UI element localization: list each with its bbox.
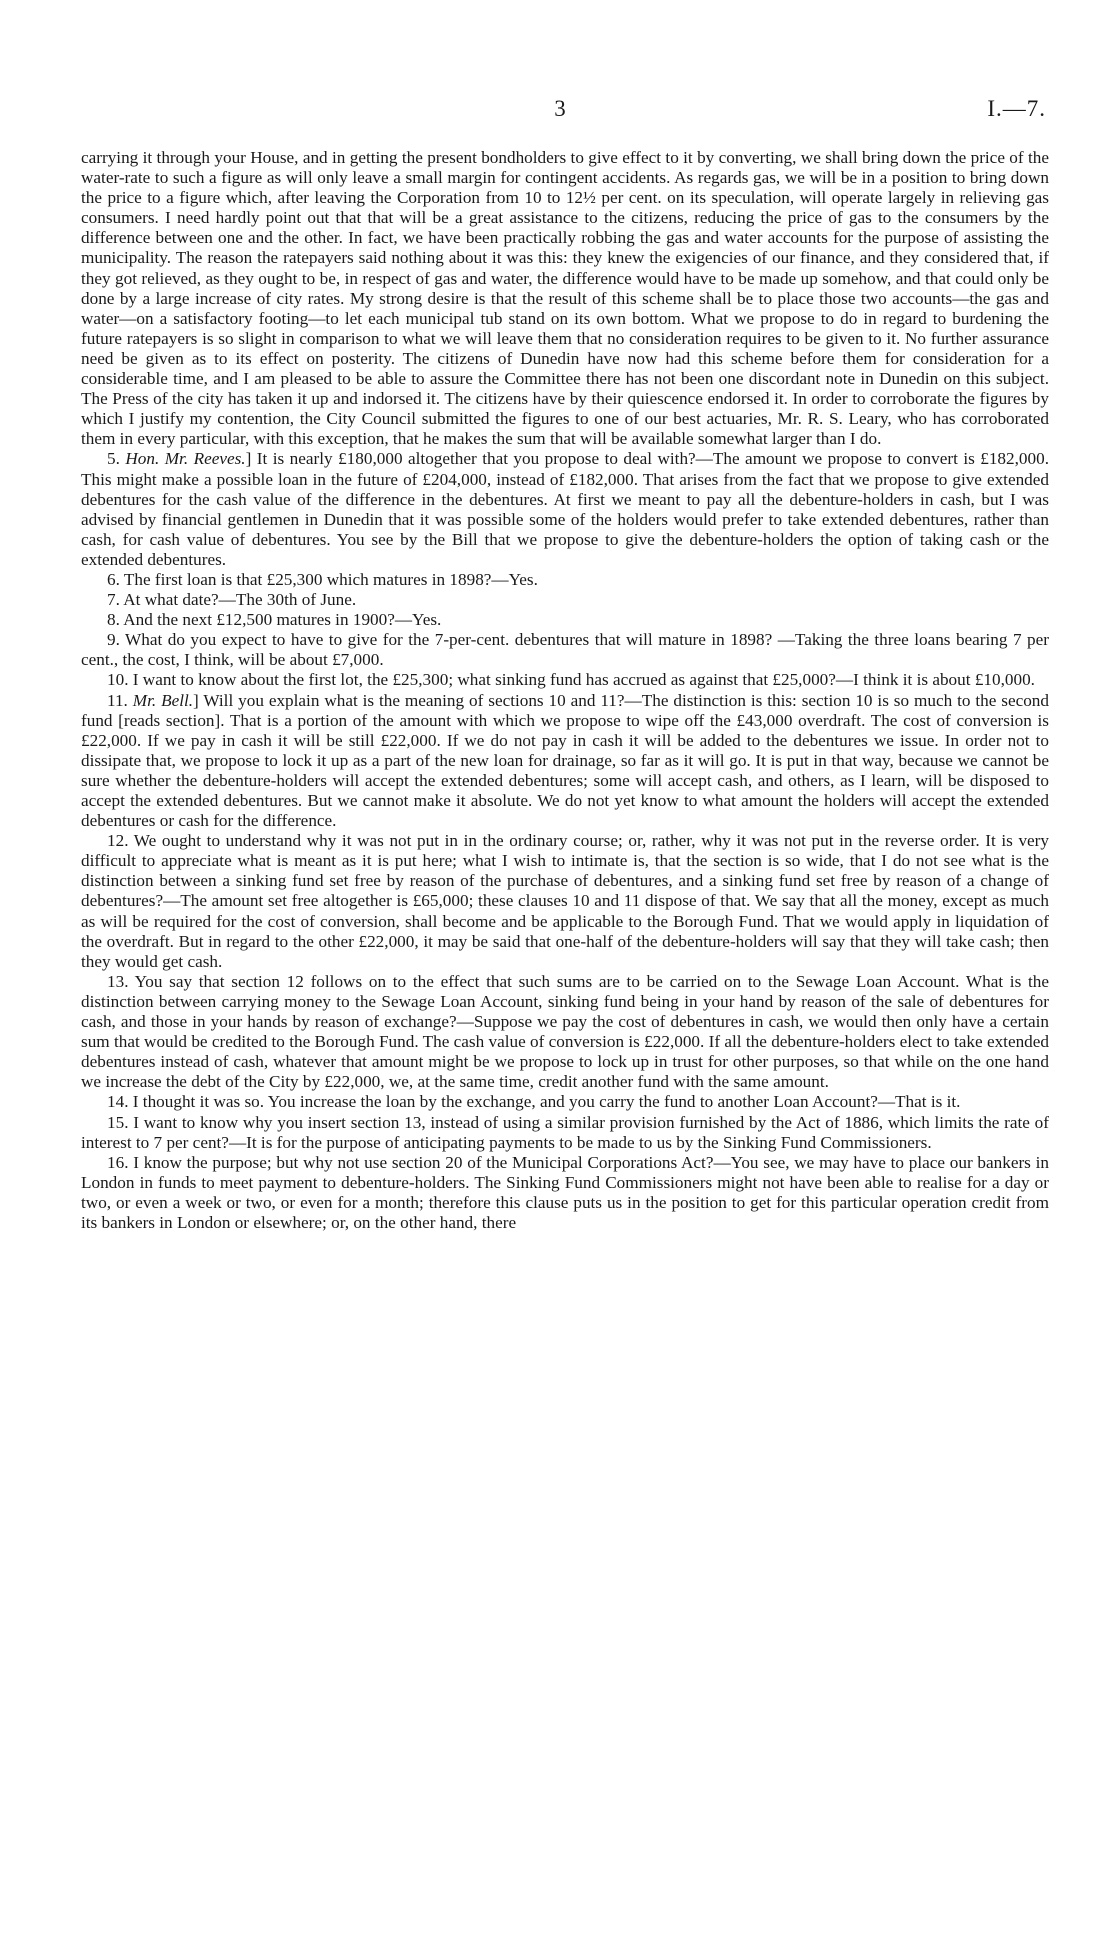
paragraph-q5 [81, 449, 1049, 570]
paragraph-q10: 10. I want to know about the first lot, the £25,300; what sinking fund has accrued as against that £25,000?—I think it is about £10,000. [107, 670, 1035, 690]
paragraph-q9: 9. What do you expect to have to give for the 7-per-cent. debentures that will mature in 1898? —Taking the three loans bearing 7 per cent., the cost, I think, will be about £7,000. [81, 630, 1049, 670]
paragraph-q7: 7. At what date?—The 30th of June. [107, 590, 357, 610]
document-reference: I.—7. [987, 96, 1046, 121]
paragraph-q8: 8. And the next £12,500 matures in 1900?—Yes. [107, 610, 442, 630]
paragraph-q12: 12. We ought to understand why it was not put in in the ordinary course; or, rather, why it was not put in the reverse order. It is very difficult to appreciate what is meant as it is put here; what I wish to intimate is, that the section is so wide, that I do not see what is the distinction between a sinking fund set free by reason of the purchase of debentures, and a sinking fund set free by reason of a change of debentures?—The amount set free altogether is £65,000; these clauses 10 and 11 dispose of that. We say that all the money, except as much as will be required for the cost of conversion, shall become and be applicable to the Borough Fund. That we would apply in liquidation of the overdraft. But in regard to the other £22,000, it may be said that one-half of the debenture-holders will say that they will take cash; then they would get cash. [81, 831, 1049, 971]
paragraph-q14: 14. I thought it was so. You increase the loan by the exchange, and you carry the fund to another Loan Account?—That is it. [107, 1092, 961, 1112]
body-text [81, 148, 1049, 1233]
question-number: 5. [107, 449, 126, 469]
paragraph-text: ] It is nearly £180,000 altogether that you propose to deal with?—The amount we propose to convert is £182,000. This might make a possible loan in the future of £204,000, instead of £182,000. That arises from the fact that we propose to give extended debentures for the cash value of the difference in the debentures. At first we meant to pay all the debenture-holders in cash, but I was advised by financial gentlemen in Dunedin that it was possible some of the holders would prefer to take extended debentures, rather than cash, for cash value of debentures. You see by the Bill that we propose to give the debenture-holders the option of taking cash or the extended debentures. [81, 449, 1049, 569]
paragraph-q15: 15. I want to know why you insert section 13, instead of using a similar provision furnished by the Act of 1886, which limits the rate of interest to 7 per cent?—It is for the purpose of anticipating payments to be made to us by the Sinking Fund Commissioners. [81, 1112, 1049, 1152]
page-number: 3 [554, 96, 566, 121]
speaker-name: Mr. Bell. [132, 690, 194, 710]
paragraph-text: ] Will you explain what is the meaning of sections 10 and 11?—The distinction is this: section 10 is so much to the second fund [reads section]. That is a portion of the amount with which we propose to wipe off the £43,000 overdraft. The cost of conversion is £22,000. If we pay in cash it will be still £22,000. If we do not pay in cash it will be added to the debentures we issue. In order not to dissipate that, we propose to lock it up as a part of the new loan for drainage, so far as it will go. It is put in that way, because we cannot be sure whether the debenture-holders will accept the extended debentures; some will accept cash, and others, as I learn, will be disposed to accept the extended debentures. But we cannot make it absolute. We do not yet know to what amount the holders will accept the extended debentures or cash for the difference. [81, 690, 1049, 831]
paragraph-q13: 13. You say that section 12 follows on to the effect that such sums are to be carried on to the Sewage Loan Account. What is the distinction between carrying money to the Sewage Loan Account, sinking fund being in your hand by reason of the sale of debentures for cash, and those in your hands by reason of exchange?—Suppose we pay the cost of debentures in cash, we would then only have a certain sum that would be credited to the Borough Fund. The cash value of conversion is £22,000. If all the debenture-holders elect to take extended debentures instead of cash, whatever that amount might be we propose to lock up in trust for other purposes, so that while on the one hand we increase the debt of the City by £22,000, we, at the same time, credit another fund with the same amount. [81, 971, 1049, 1092]
paragraph-q16: 16. I know the purpose; but why not use section 20 of the Municipal Corporations Act?—You see, we may have to place our bankers in London in funds to meet payment to debenture-holders. The Sinking Fund Commissioners might not have been able to realise for a day or two, or even a week or two, or even for a month; therefore this clause puts us in the position to get for this particular operation credit from its bankers in London or elsewhere; or, on the other hand, there [81, 1152, 1049, 1232]
paragraph-q6: 6. The first loan is that £25,300 which matures in 1898?—Yes. [107, 569, 538, 589]
question-number: 11. [107, 690, 133, 710]
paragraph-q11 [81, 691, 1049, 832]
paragraph-continuation: carrying it through your House, and in getting the present bondholders to give effect to it by converting, we shall bring down the price of the water-rate to such a figure as will only leave a small margin for contingent accidents. As regards gas, we will be in a position to bring down the price to a figure which, after leaving the Corporation from 10 to 12½ per cent. on its speculation, will operate largely in relieving gas consumers. I need hardly point out that that will be a great assistance to the citizens, reducing the price of gas to the consumers by the difference between one and the other. In fact, we have been practically robbing the gas and water accounts for the purpose of assisting the municipality. The reason the ratepayers said nothing about it was this: they knew the exigencies of our finance, and they considered that, if they got relieved, as they ought to be, in respect of gas and water, the difference would have to be made up somehow, and that could only be done by a large increase of city rates. My strong desire is that the result of this scheme shall be to place those two accounts—the gas and water—on a satisfactory footing—to let each municipal tub stand on its own bottom. What we propose to do in regard to burdening the future ratepayers is so slight in comparison to what we will leave them that no consideration requires to be given to it. No further assurance need be given as to its effect on posterity. The citizens of Dunedin have now had this scheme before them for consideration for a considerable time, and I am pleased to be able to assure the Committee there has not been one discordant note in Dunedin on this subject. The Press of the city has taken it up and indorsed it. The citizens have by their quiescence endorsed it. In order to corroborate the figures by which I justify my contention, the City Council submitted the figures to one of our best actuaries, Mr. R. S. Leary, who has corroborated them in every particular, with this exception, that he makes the sum that will be available somewhat larger than I do. [81, 148, 1049, 449]
speaker-name: Hon. Mr. Reeves. [125, 449, 246, 469]
